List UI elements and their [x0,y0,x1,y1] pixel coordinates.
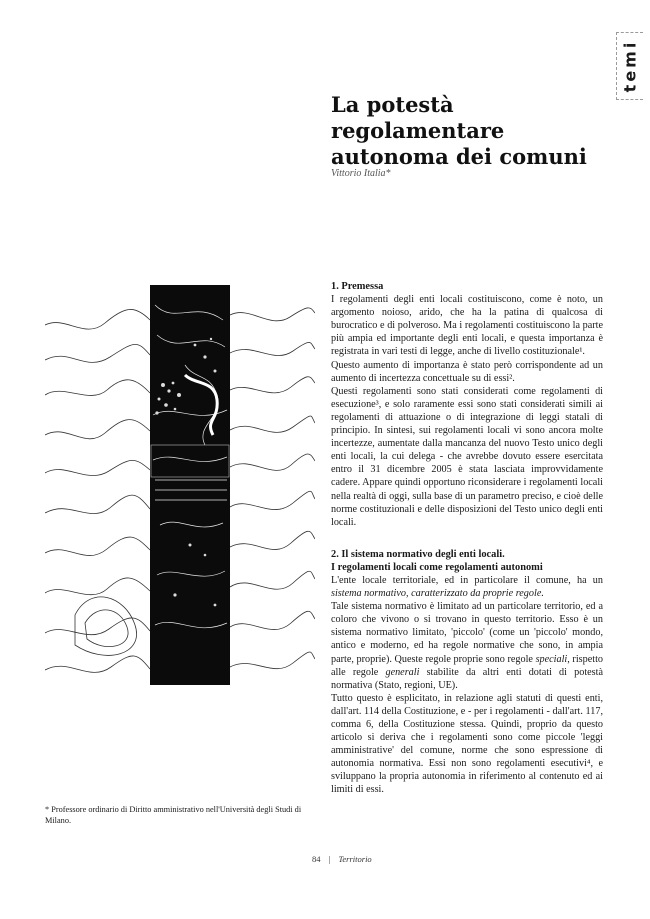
footer-separator: | [328,854,331,864]
paragraph-text: Tale sistema normativo è limitato ad un particolare territorio, ed a coloro che vivono o si trovano in questo territorio. Esso è un sistema normativo limitato, 'piccolo' (come un 'piccolo' mondo, antico e moderno, ed ha regole normative che sono, in ampia parte, proprie). Queste regole proprie sono regole [331,601,603,665]
paragraph: Questo aumento di importanza è stato però corrispondente ad un aumento di incertezza concettuale su di essi². [331,359,603,384]
paragraph: I regolamenti degli enti locali costituiscono, come è noto, un argomento noioso, arido, che ha la patina di qualcosa di burocratico e di polveroso. Ma i regolamenti costituiscono la parte più ampia ed importante degli enti locali, e questa importanza è registrata in vari testi di legge, anche di livello costituzionale¹. [331,294,603,358]
emphasis: sistema normativo, caratterizzato da proprie regole. [331,588,544,600]
section-heading: 1. Premessa [331,281,384,292]
article-body [331,280,603,797]
paragraph [331,574,603,600]
article-illustration [45,285,315,685]
paragraph-text: , rispetto alle regole [331,653,603,678]
topographic-map-image [45,285,315,685]
emphasis: speciali [535,653,568,665]
paragraph: Questi regolamenti sono stati considerati come regolamenti di esecuzione³, e solo raramente essi sono stati considerati simili ai regolamenti di attuazione o di integrazione di leggi statali di principio. In sintesi, sui regolamenti locali vi sono ancora molte incertezze, aumentate dalla mancanza del nuovo Testo unico degli enti locali, la cui delega - che avrebbe dovuto essere esercitata entro il 31 dicembre 2005 è stata lasciata improvvidamente cadere. Appare quindi opportuno riconsiderare i regolamenti locali nella realtà di oggi, sulla base di un parametro preciso, e cioè delle norme costituzionali e delle disposizioni del Testo unico degli enti locali. [331,385,603,528]
article-title: La potestà regolamentare autonoma dei comuni [331,92,587,169]
page-footer [312,854,372,864]
section-tab [616,32,643,100]
emphasis: generali [385,666,420,678]
section-heading: 2. Il sistema normativo degli enti locali. [331,548,505,560]
paragraph-text: L'ente locale territoriale, ed in particolare il comune, ha un [331,574,603,586]
section-subheading: I regolamenti locali come regolamenti autonomi [331,561,543,573]
paragraph: Tutto questo è esplicitato, in relazione agli statuti di questi enti, dall'art. 114 della Costituzione, e - per i regolamenti - dall'art. 117, comma 6, della Costituzione stessa. Quindi, proprio da questo articolo si deriva che i regolamenti sono come piccole 'leggi amministrative' del comune, norme che sono espressione di autonomia normativa. Essi non sono regolamenti esecutivi⁴, e sviluppano la propria autonomia in riferimento al contenuto ed ai limiti di essi. [331,692,603,796]
paragraph [331,600,603,692]
author-footnote: * Professore ordinario di Diritto amministrativo nell'Università degli Studi di Milano. [45,805,302,825]
article-author: Vittorio Italia* [331,168,391,179]
magazine-name: Territorio [338,854,372,864]
paragraph-text: stabilite da altri enti dotati di potestà normativa (Stato, regioni, UE). [331,666,603,691]
page-number: 84 [312,854,321,864]
section-tab-label: temi [620,39,640,93]
